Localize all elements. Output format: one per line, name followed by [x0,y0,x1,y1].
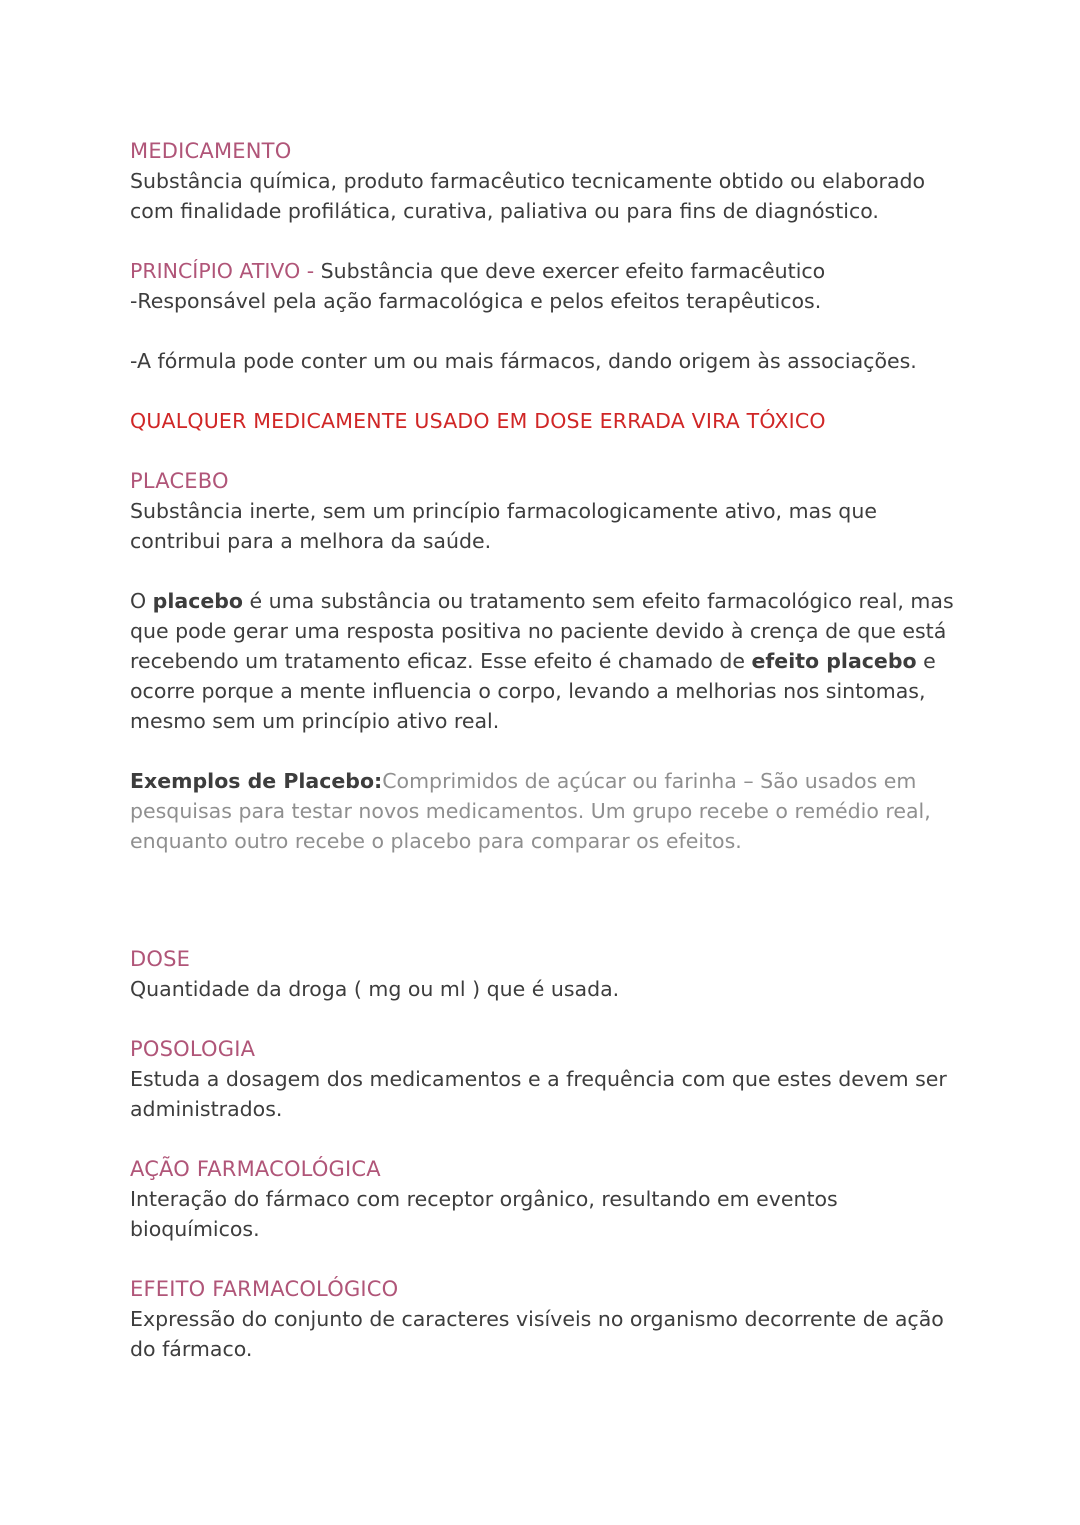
section-principio-ativo-note [130,346,955,376]
heading-principio-ativo: PRINCÍPIO ATIVO - [130,259,321,283]
section-dose [130,944,955,1004]
principio-ativo-line1 [130,256,955,286]
placebo-examples-label: Exemplos de Placebo: [130,769,383,793]
section-gap [130,886,955,944]
section-principio-ativo [130,256,955,316]
placebo-explanation-run2: é uma substância ou tratamento sem efeito farmacológico real, mas que pode gerar uma resposta positiva no paciente devido à crença de que está recebendo um tratamento eficaz. Esse efeito é chamado de [130,589,954,673]
section-medicamento [130,136,955,226]
heading-medicamento: MEDICAMENTO [130,139,292,163]
heading-efeito-farmacologico: EFEITO FARMACOLÓGICO [130,1277,399,1301]
dose-definition: Quantidade da droga ( mg ou ml ) que é usada. [130,977,620,1001]
heading-posologia: POSOLOGIA [130,1037,256,1061]
principio-ativo-line3: -A fórmula pode conter um ou mais fármacos, dando origem às associações. [130,349,917,373]
section-placebo [130,466,955,856]
heading-placebo: PLACEBO [130,469,229,493]
posologia-definition: Estuda a dosagem dos medicamentos e a frequência com que estes devem ser administrados. [130,1067,947,1121]
heading-dose: DOSE [130,947,191,971]
medicamento-definition: Substância química, produto farmacêutico tecnicamente obtido ou elaborado com finalidade profilática, curativa, paliativa ou para fins de diagnóstico. [130,169,926,223]
toxicity-warning-text: QUALQUER MEDICAMENTE USADO EM DOSE ERRADA VIRA TÓXICO [130,409,826,433]
principio-ativo-line2: -Responsável pela ação farmacológica e pelos efeitos terapêuticos. [130,289,822,313]
placebo-explanation-bold2: efeito placebo [751,649,917,673]
heading-acao-farmacologica: AÇÃO FARMACOLÓGICA [130,1157,381,1181]
principio-ativo-inline-definition: Substância que deve exercer efeito farmacêutico [320,259,826,283]
placebo-explanation-run1: O [130,589,153,613]
section-acao-farmacologica [130,1154,955,1244]
placebo-explanation-bold1: placebo [152,589,244,613]
placebo-explanation-run3: e ocorre porque a mente influencia o corpo, levando a melhorias nos sintomas, mesmo sem um princípio ativo real. [130,649,936,733]
placebo-definition: Substância inerte, sem um princípio farmacologicamente ativo, mas que contribui para a melhora da saúde. [130,499,877,553]
section-posologia [130,1034,955,1124]
document-content [130,136,955,1364]
placebo-examples-lead: Comprimidos de açúcar ou farinha – [382,769,761,793]
efeito-farmacologico-definition: Expressão do conjunto de caracteres visíveis no organismo decorrente de ação do fármaco. [130,1307,944,1361]
acao-farmacologica-definition: Interação do fármaco com receptor orgânico, resultando em eventos bioquímicos. [130,1187,838,1241]
placebo-explanation [130,586,955,736]
placebo-examples-body: São usados em pesquisas para testar novos medicamentos. Um grupo recebe o remédio real, enquanto outro recebe o placebo para comparar os efeitos. [130,769,931,853]
placebo-examples [130,766,955,856]
section-efeito-farmacologico [130,1274,955,1364]
